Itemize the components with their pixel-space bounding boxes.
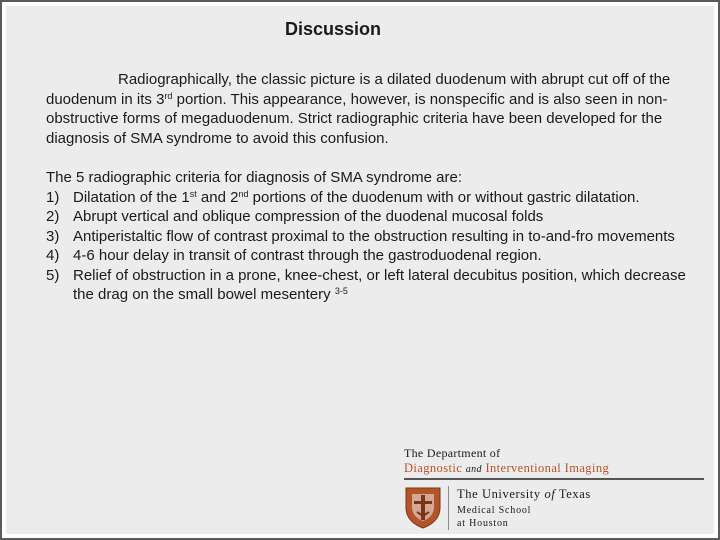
criteria-text-part: Dilatation of the 1 <box>73 188 190 206</box>
slide-body <box>46 70 686 305</box>
dept-interventional: Interventional Imaging <box>485 461 610 475</box>
univ-name-b: Texas <box>558 487 591 501</box>
logo-rule <box>404 478 704 480</box>
criteria-item-3 <box>46 227 686 247</box>
ut-shield-icon <box>404 486 442 530</box>
intro-sup: rd <box>164 90 173 101</box>
criteria-text-part: portions of the duodenum with or without gastric dilatation. <box>248 188 640 206</box>
criteria-sup: st <box>189 188 197 199</box>
criteria-text-part: and 2 <box>196 188 239 206</box>
criteria-number: 1) <box>46 188 60 206</box>
intro-paragraph <box>46 70 686 148</box>
criteria-text <box>73 266 686 305</box>
criteria-text-part: Relief of obstruction in a prone, knee-chest, or left lateral decubitus position, which decrease the drag on the small bowel mesentery <box>73 266 686 303</box>
at-houston: at Houston <box>457 518 509 529</box>
dept-diagnostic: Diagnostic <box>404 461 463 475</box>
criteria-text: Abrupt vertical and oblique compression of the duodenal mucosal folds <box>73 208 544 225</box>
citation-sup: 3-5 <box>334 286 348 296</box>
dept-line-1: The Department of <box>404 446 501 460</box>
medical-school: Medical School <box>457 505 532 516</box>
dept-and: and <box>465 464 482 475</box>
criteria-item-4 <box>46 246 686 266</box>
criteria-sup: nd <box>238 188 249 199</box>
slide-title: Discussion <box>285 19 382 39</box>
criteria-item-5 <box>46 266 686 305</box>
logo-divider <box>448 486 449 530</box>
dept-line-2 <box>404 461 609 476</box>
criteria-number: 5) <box>46 266 60 284</box>
criteria-number: 4) <box>46 247 60 264</box>
criteria-text: 4-6 hour delay in transit of contrast through the gastroduodenal region. <box>73 247 542 264</box>
criteria-lead: The 5 radiographic criteria for diagnosis of SMA syndrome are: <box>46 169 463 186</box>
university-name <box>457 487 591 502</box>
intro-text-a: Radiographically, the classic picture is a dilated duodenum with abrupt cut off of the duodenum in its 3 <box>46 71 671 108</box>
criteria-number: 3) <box>46 227 60 245</box>
criteria-item-2 <box>46 207 686 227</box>
criteria-item-1 <box>46 188 686 208</box>
department-logo <box>404 444 704 534</box>
criteria-list <box>46 188 686 305</box>
univ-of: of <box>544 487 556 501</box>
criteria-text: Antiperistaltic flow of contrast proximal to the obstruction resulting in to-and-fro movements <box>73 227 675 245</box>
criteria-text <box>73 188 686 208</box>
criteria-number: 2) <box>46 208 60 225</box>
intro-text-b: portion. This appearance, however, is nonspecific and is also seen in non-obstructive forms of megaduodenum. Strict radiographic criteria have been developed for the diagnosis of SMA syndrome to avoid this confusion. <box>46 90 668 147</box>
univ-name-a: The University <box>457 487 541 501</box>
